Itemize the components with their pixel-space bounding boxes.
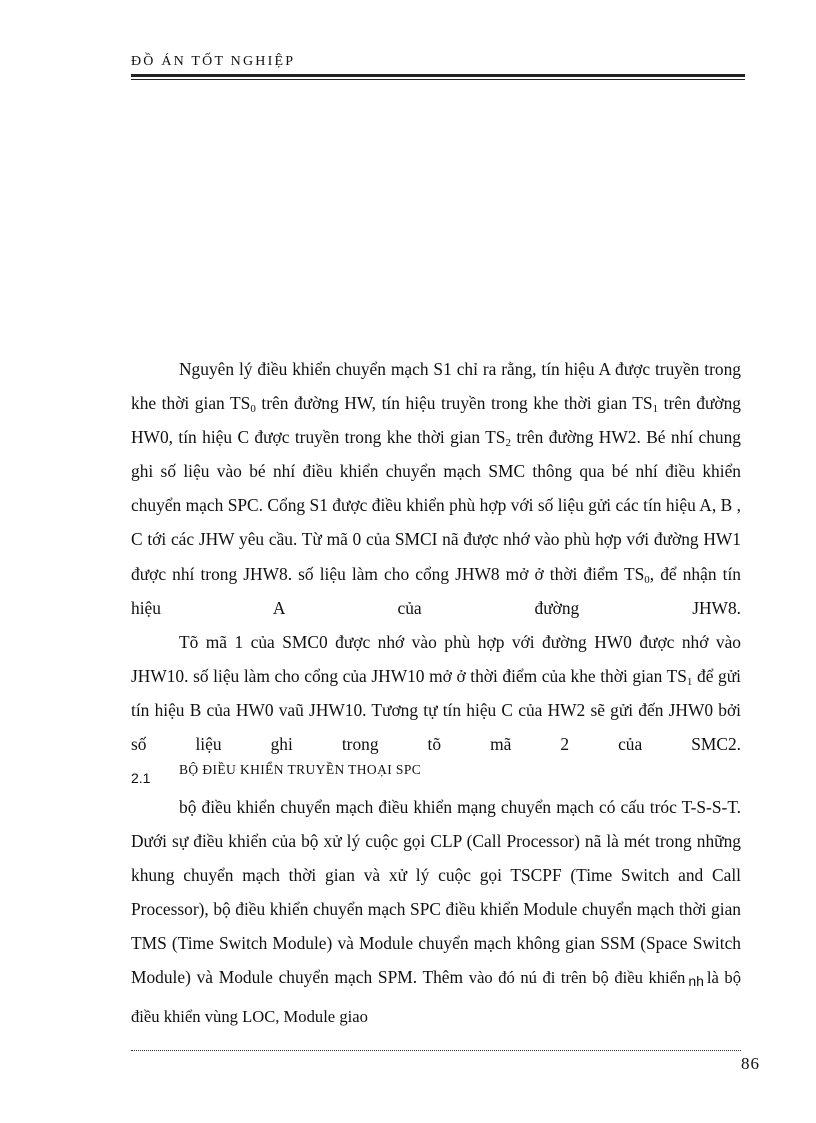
section-title: BỘ ĐIỀU KHIỂN TRUYỀN THOẠI SPC [179, 762, 422, 777]
body-text [131, 352, 741, 761]
paragraph-2: Tõ mã 1 của SMC0 được nhớ vào phù hợp với đường HW0 được nhớ vào JHW10. số liệu làm cho cổng của JHW10 mở ở thời điểm của khe thời gian $TS_1$ để gửi tín hiệu B của HW0 vaũ JHW10. Tương tự tín hiệu C của HW2 sẽ gửi đến JHW0 bởi số liệu ghi trong tõ mã 2 của SMC2. [131, 631, 741, 755]
section-heading [131, 762, 741, 792]
header-rule-thick [131, 74, 745, 77]
paragraph-1: Nguyên lý điều khiển chuyển mạch S1 chỉ ra rằng, tín hiệu A được truyền trong khe thời gian $TS_0$ trên đường HW, tín hiệu truyền trong khe thời gian $TS_1$ trên đường HW0, tín hiệu C được truyền trong khe thời gian $TS_2$ trên đường HW2. Bé nhí chung ghi số liệu vào bé nhí điều khiển chuyển mạch SMC thông qua bé nhí điều khiển chuyển mạch SPC. Cổng S1 được điều khiển phù hợp với số liệu gửi các tín hiệu A, B , C tới các JHW yêu cầu. Từ mã 0 của SMCI nã được nhớ vào phù hợp với đường HW1 được nhí trong JHW8. số liệu làm cho cổng JHW8 mở ở thời điểm $TS_0$, để nhận tín hiệu A của đường JHW8. [131, 359, 741, 618]
page-header [131, 54, 745, 70]
section-number: 2.1 [131, 770, 151, 786]
footer-dotted-rule [131, 1050, 741, 1051]
section-body [131, 790, 741, 1034]
header-rule-thin [131, 79, 745, 80]
paragraph-3: bộ điều khiển chuyển mạch điều khiển mạng chuyển mạch có cấu tróc T-S-S-T. Dưới sự điều khiển của bộ xử lý cuộc gọi CLP (Call Processor) nã là mét trong những khung chuyển mạch thời gian và xử lý cuộc gọi TSCPF (Time Switch and Call Processor), bộ điều khiển chuyển mạch SPC điều khiển Module chuyển mạch thời gian TMS (Time Switch Module) và Module chuyển mạch không gian SSM (Space Switch Module) và Module chuyển mạch SPM. Thêm vào đó nú đi trên bộ điều khiển nh là bộ điều khiển vùng LOC, Module giao [131, 797, 741, 1026]
page-number: 86 [741, 1054, 760, 1073]
header-title: ĐỒ ÁN TỐT NGHIỆP [131, 54, 296, 69]
